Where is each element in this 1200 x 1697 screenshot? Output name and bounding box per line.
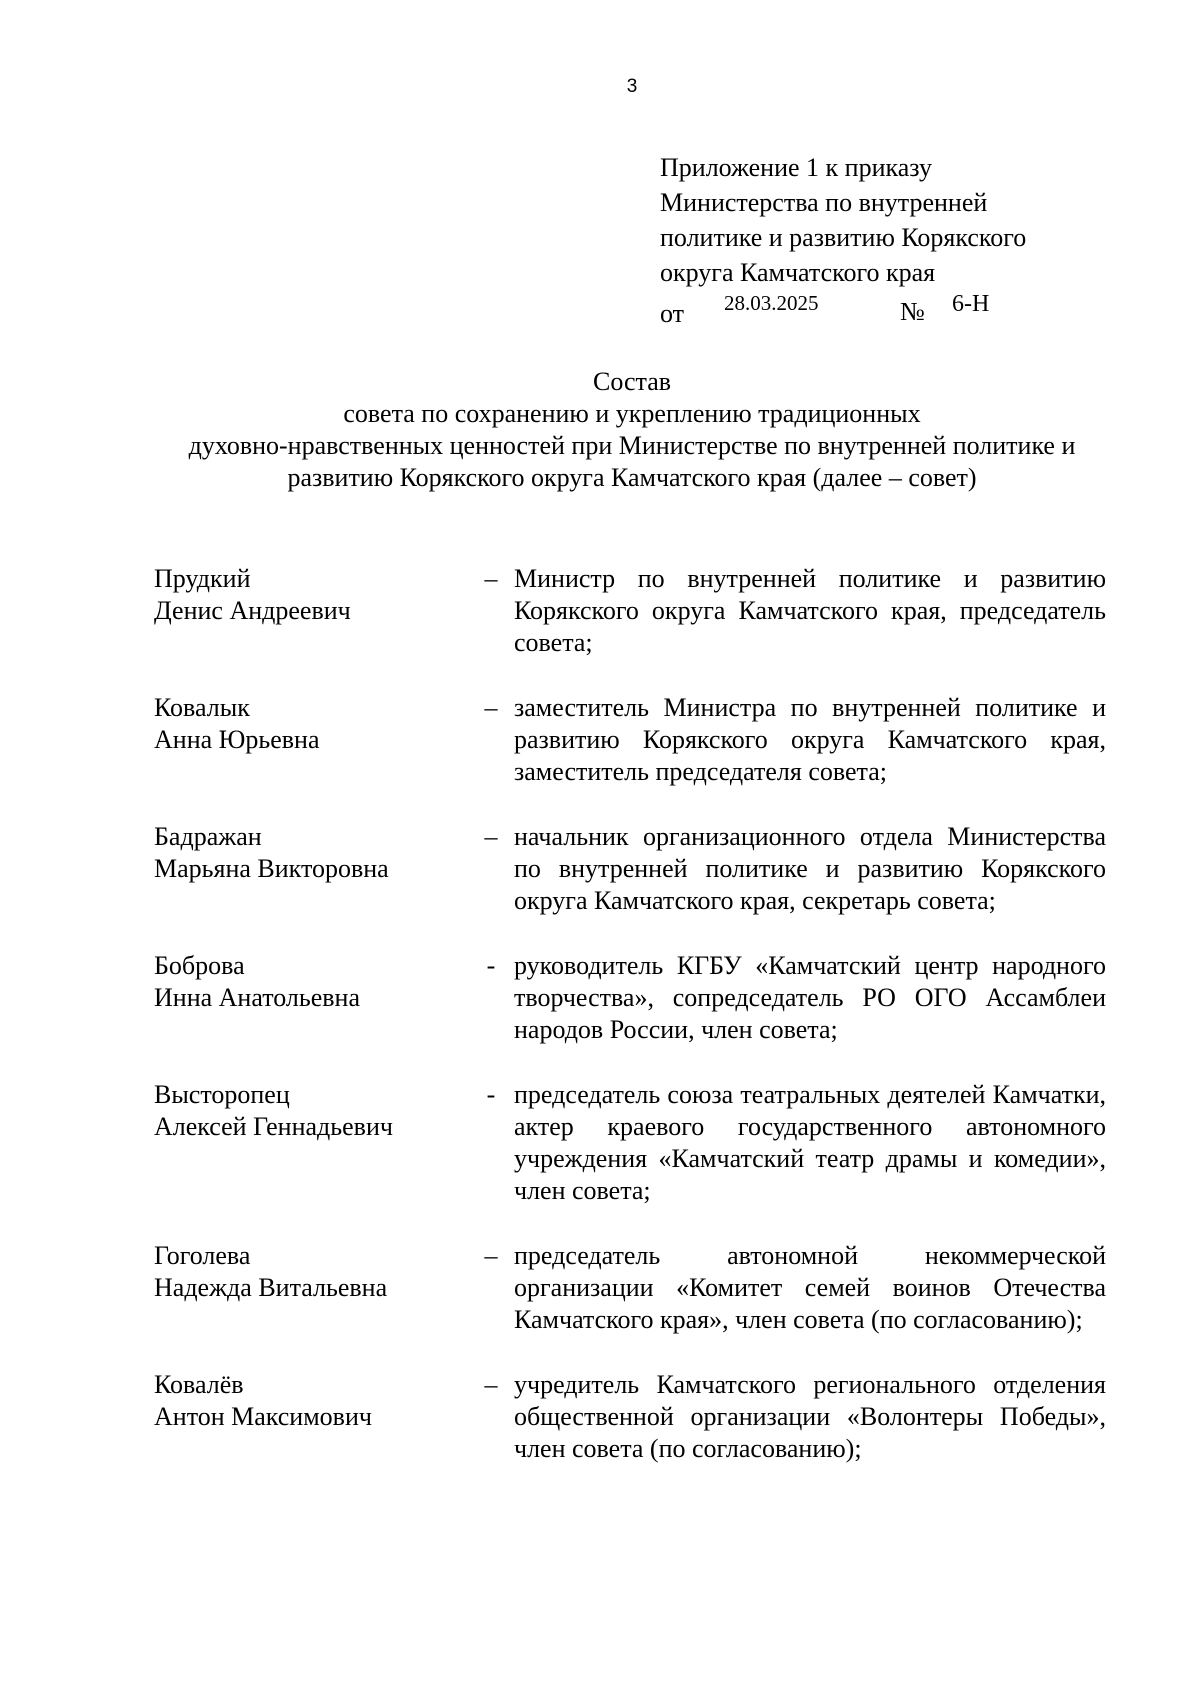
title-line: развитию Корякского округа Камчатского края (далее – совет)	[287, 463, 977, 492]
page-number: 3	[626, 76, 638, 97]
member-entry	[154, 692, 1106, 788]
member-dash: –	[484, 1241, 498, 1270]
member-given-names: Денис Андреевич	[154, 596, 351, 625]
member-entry	[154, 950, 1106, 1046]
appendix-line: округа Камчатского края	[660, 258, 936, 287]
member-name	[154, 692, 454, 756]
member-given-names: Алексей Геннадьевич	[154, 1112, 393, 1141]
member-dash: -	[486, 1080, 496, 1109]
member-entry	[154, 1079, 1106, 1207]
member-role: заместитель Министра по внутренней политике и развитию Корякского округа Камчатского края, заместитель председателя совета;	[514, 693, 1106, 786]
member-dash: –	[484, 822, 498, 851]
order-from-label: от	[660, 299, 685, 328]
member-dash: –	[484, 693, 498, 722]
member-entry	[154, 821, 1106, 917]
member-surname: Ковалёв	[154, 1370, 244, 1399]
appendix-line: Приложение 1 к приказу	[660, 153, 933, 182]
appendix-line: политике и развитию Корякского	[660, 223, 1027, 252]
order-number: 6-Н	[952, 291, 990, 317]
member-given-names: Анна Юрьевна	[154, 725, 320, 754]
appendix-header	[660, 150, 1140, 330]
member-given-names: Надежда Витальевна	[154, 1273, 388, 1302]
member-entry	[154, 563, 1106, 659]
title-heading: Состав	[592, 367, 672, 396]
member-name	[154, 563, 454, 627]
document-title	[40, 366, 1200, 494]
member-role: учредитель Камчатского регионального отделения общественной организации «Волонтеры Победы», член совета (по согласованию);	[514, 1370, 1106, 1463]
member-surname: Бадражан	[154, 822, 262, 851]
member-name	[154, 1369, 454, 1433]
order-date: 28.03.2025	[724, 291, 819, 315]
member-entry	[154, 1369, 1106, 1465]
member-name	[154, 821, 454, 885]
member-dash: -	[486, 951, 496, 980]
member-surname: Высторопец	[154, 1080, 290, 1109]
member-surname: Боброва	[154, 951, 245, 980]
member-role: председатель союза театральных деятелей Камчатки, актер краевого государственного автономного учреждения «Камчатский театр драмы и комедии», член совета;	[514, 1080, 1106, 1205]
member-dash: –	[484, 564, 498, 593]
member-surname: Прудкий	[154, 564, 251, 593]
title-line: духовно-нравственных ценностей при Министерстве по внутренней политике и	[188, 431, 1076, 460]
member-surname: Гоголева	[154, 1241, 251, 1270]
title-line: совета по сохранению и укреплению традиционных	[343, 399, 921, 428]
member-dash: –	[484, 1370, 498, 1399]
member-given-names: Антон Максимович	[154, 1402, 372, 1431]
member-given-names: Марьяна Викторовна	[154, 854, 389, 883]
member-given-names: Инна Анатольевна	[154, 983, 360, 1012]
member-role: Министр по внутренней политике и развитию Корякского округа Камчатского края, председатель совета;	[514, 564, 1106, 657]
order-number-label: №	[900, 297, 925, 326]
member-role: начальник организационного отдела Министерства по внутренней политике и развитию Корякского округа Камчатского края, секретарь совета;	[514, 822, 1106, 915]
member-role: председатель автономной некоммерческой организации «Комитет семей воинов Отечества Камчатского края», член совета (по согласованию);	[514, 1241, 1106, 1334]
member-name	[154, 950, 454, 1014]
member-entry	[154, 1240, 1106, 1336]
order-details	[660, 290, 1140, 330]
member-surname: Ковалык	[154, 693, 250, 722]
member-role: руководитель КГБУ «Камчатский центр народного творчества», сопредседатель РО ОГО Ассамблеи народов России, член совета;	[514, 951, 1106, 1044]
appendix-line: Министерства по внутренней	[660, 188, 988, 217]
member-name	[154, 1079, 454, 1143]
members-list	[154, 563, 1106, 1498]
member-name	[154, 1240, 454, 1304]
